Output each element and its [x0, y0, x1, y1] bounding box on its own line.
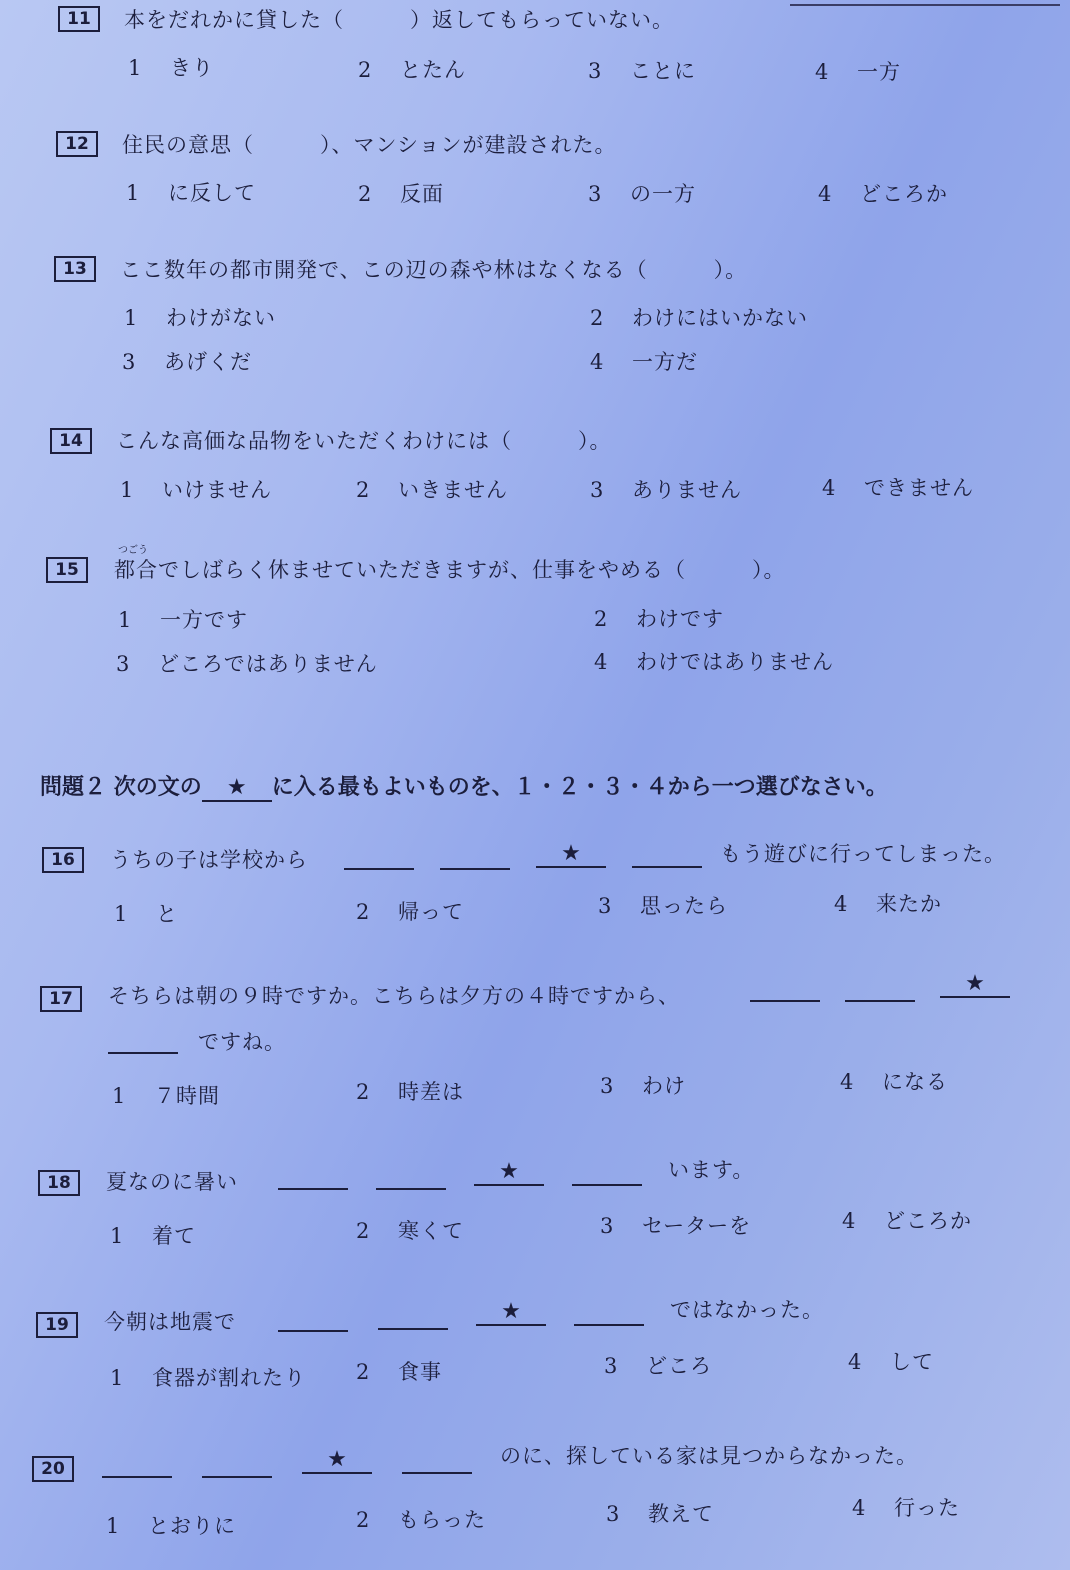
- option-3: 3 どころ: [604, 1354, 712, 1378]
- question-number: 15: [46, 557, 88, 583]
- answer-blank: [278, 1164, 348, 1190]
- option-1: 1 いけません: [120, 478, 272, 502]
- question-stem-post: ですね。: [198, 1030, 286, 1054]
- option-4: 4 どころか: [818, 182, 948, 206]
- question-stem: ここ数年の都市開発で、この辺の森や林はなくなる（ ）。: [120, 258, 748, 282]
- question-number: 14: [50, 428, 92, 454]
- option-2: 2 とたん: [358, 58, 466, 82]
- answer-blank: [376, 1164, 446, 1190]
- option-2: 2 もらった: [356, 1508, 486, 1532]
- section-label: 問題２: [40, 775, 107, 800]
- question-stem: こんな高価な品物をいただくわけには（ ）。: [116, 429, 612, 453]
- question-number: 17: [40, 986, 82, 1012]
- section-text-after: に入る最もよいものを、１・２・３・４から一つ選びなさい。: [271, 775, 888, 800]
- option-2: 2 わけにはいかない: [590, 306, 808, 330]
- question-number: 12: [56, 131, 98, 157]
- option-3: 3 わけ: [600, 1074, 686, 1098]
- option-3: 3 セーターを: [600, 1214, 752, 1238]
- option-4: 4 行った: [852, 1496, 960, 1520]
- option-1: 1 に反して: [126, 181, 256, 205]
- answer-blank: [750, 976, 820, 1002]
- top-rule: [790, 4, 1060, 6]
- question-stem-pre: うちの子は学校から: [110, 848, 308, 872]
- option-1: 1 一方です: [118, 608, 248, 632]
- question-stem-post: のに、探している家は見つからなかった。: [500, 1444, 918, 1468]
- option-1: 1 きり: [128, 56, 214, 80]
- option-2: 2 反面: [358, 182, 444, 206]
- star-blank: ★: [302, 1448, 372, 1474]
- option-3: 3 の一方: [588, 182, 696, 206]
- option-4: 4 わけではありません: [594, 650, 834, 674]
- option-3: 3 あげくだ: [122, 350, 252, 374]
- answer-blank: [344, 844, 414, 870]
- answer-blank: [108, 1028, 178, 1054]
- question-stem-pre: そちらは朝の９時ですか。こちらは夕方の４時ですから、: [108, 984, 680, 1008]
- star-blank: ★: [474, 1160, 544, 1186]
- option-3: 3 教えて: [606, 1502, 714, 1526]
- furigana: つごう: [118, 545, 148, 556]
- answer-blank: [574, 1300, 644, 1326]
- option-4: 4 一方だ: [590, 350, 698, 374]
- question-number: 18: [38, 1170, 80, 1196]
- option-2: 2 わけです: [594, 607, 724, 631]
- answer-blank: [202, 1452, 272, 1478]
- section-2-instructions: [40, 770, 888, 802]
- option-4: 4 になる: [840, 1070, 948, 1094]
- option-3: 3 どころではありません: [116, 652, 378, 676]
- option-4: 4 どころか: [842, 1209, 972, 1233]
- question-number: 11: [58, 6, 100, 32]
- option-4: 4 して: [848, 1350, 934, 1374]
- option-1: 1 食器が割れたり: [110, 1366, 306, 1390]
- question-number: 13: [54, 256, 96, 282]
- answer-blank: [378, 1304, 448, 1330]
- answer-blank: [440, 844, 510, 870]
- option-4: 4 一方: [815, 60, 901, 84]
- question-stem-post: もう遊びに行ってしまった。: [720, 842, 1006, 866]
- answer-blank: [845, 976, 915, 1002]
- answer-blank: [102, 1452, 172, 1478]
- question-number: 19: [36, 1312, 78, 1338]
- option-3: 3 ことに: [588, 59, 696, 83]
- question-stem-post: います。: [668, 1158, 755, 1182]
- option-4: 4 できません: [822, 476, 974, 500]
- answer-blank: [402, 1448, 472, 1474]
- option-2: 2 食事: [356, 1360, 442, 1384]
- star-slot: ★: [202, 775, 272, 802]
- question-stem: 住民の意思（ ）、マンションが建設された。: [122, 133, 617, 157]
- star-blank: ★: [476, 1300, 546, 1326]
- question-number: 16: [42, 847, 84, 873]
- answer-blank: [572, 1160, 642, 1186]
- option-3: 3 ありません: [590, 478, 742, 502]
- option-1: 1 着て: [110, 1224, 196, 1248]
- answer-blank: [632, 842, 702, 868]
- question-stem-post: ではなかった。: [670, 1298, 824, 1322]
- option-1: 1 とおりに: [106, 1514, 236, 1538]
- option-1: 1 ７時間: [112, 1084, 220, 1108]
- question-number: 20: [32, 1456, 74, 1482]
- option-2: 2 帰って: [356, 900, 464, 924]
- option-3: 3 思ったら: [598, 894, 728, 918]
- option-2: 2 時差は: [356, 1080, 464, 1104]
- section-text-before: 次の文の: [113, 775, 202, 800]
- option-1: 1 わけがない: [124, 306, 276, 330]
- option-1: 1 と: [114, 902, 178, 926]
- question-stem-pre: 夏なのに暑い: [106, 1170, 238, 1194]
- option-4: 4 来たか: [834, 892, 942, 916]
- question-stem: 都合でしばらく休ませていただきますが、仕事をやめる（ ）。: [114, 558, 786, 582]
- star-blank: ★: [940, 972, 1010, 998]
- question-stem-pre: 今朝は地震で: [104, 1310, 236, 1334]
- option-2: 2 いきません: [356, 478, 508, 502]
- star-blank: ★: [536, 842, 606, 868]
- answer-blank: [278, 1306, 348, 1332]
- question-stem: 本をだれかに貸した（ ）返してもらっていない。: [124, 8, 674, 32]
- option-2: 2 寒くて: [356, 1219, 464, 1243]
